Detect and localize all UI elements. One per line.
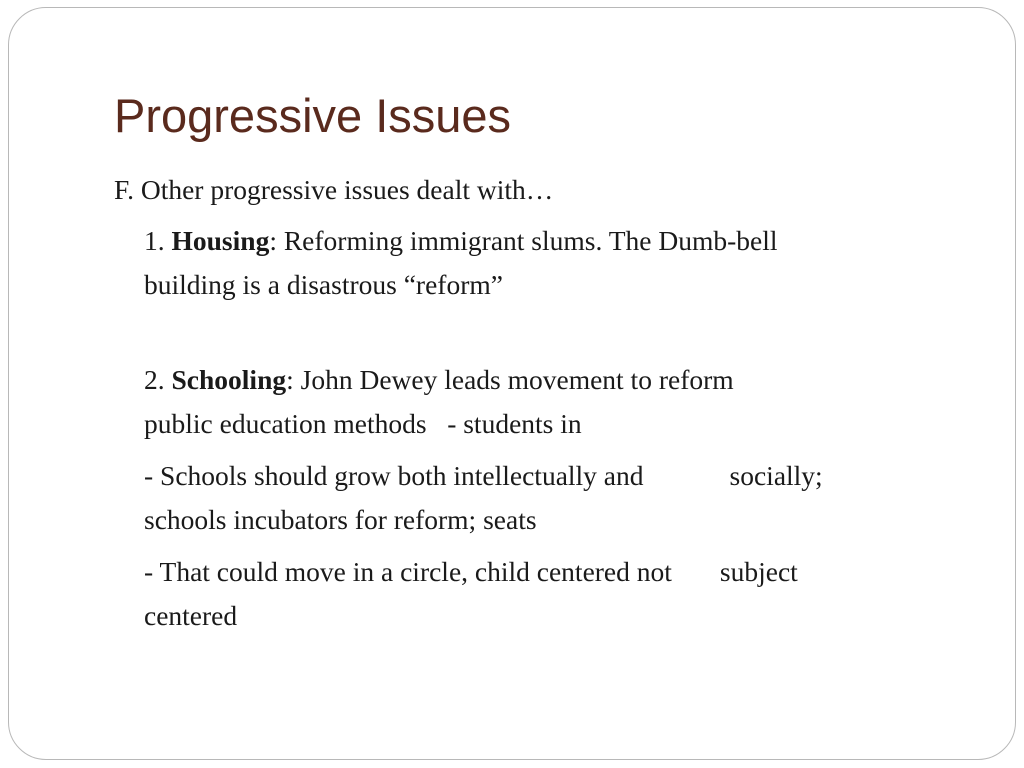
schooling-bullet-1-start: - Schools should grow both intellectually and [144,460,644,491]
item-housing-term: Housing [171,225,270,256]
item-schooling-text-1: : John Dewey leads movement to reform [286,364,734,395]
slide-title: Progressive Issues [114,89,512,142]
schooling-bullet-2-end: subject [719,556,798,587]
item-schooling-number: 2. [144,364,172,395]
paragraph-gap [114,307,944,351]
schooling-bullet-2-start: - That could move in a circle, child centered not [144,556,672,587]
item-schooling-line-1 [144,358,944,402]
schooling-bullet-2-line-2: centered [144,600,238,631]
schooling-bullet-1-line-1 [144,454,944,498]
item-housing [144,219,944,307]
schooling-bullet-1-end: socially; [729,460,823,491]
schooling-bullet-2-line-1 [144,550,944,594]
schooling-bullet-2 [144,550,944,638]
schooling-bullet-1-line-2: schools incubators for reform; seats [144,504,537,535]
item-housing-text-1: : Reforming immigrant slums. The Dumb-bell [269,225,778,256]
schooling-bullet-1 [144,454,944,542]
item-housing-text-2: building is a disastrous “reform” [144,269,503,300]
item-schooling-term: Schooling [171,364,287,395]
item-schooling-text-2: public education methods - students in [144,408,582,439]
intro-line: F. Other progressive issues dealt with… [114,174,554,205]
item-housing-line-1 [144,219,944,263]
item-housing-number: 1. [144,225,172,256]
slide-body [114,168,944,638]
item-schooling [144,358,944,446]
